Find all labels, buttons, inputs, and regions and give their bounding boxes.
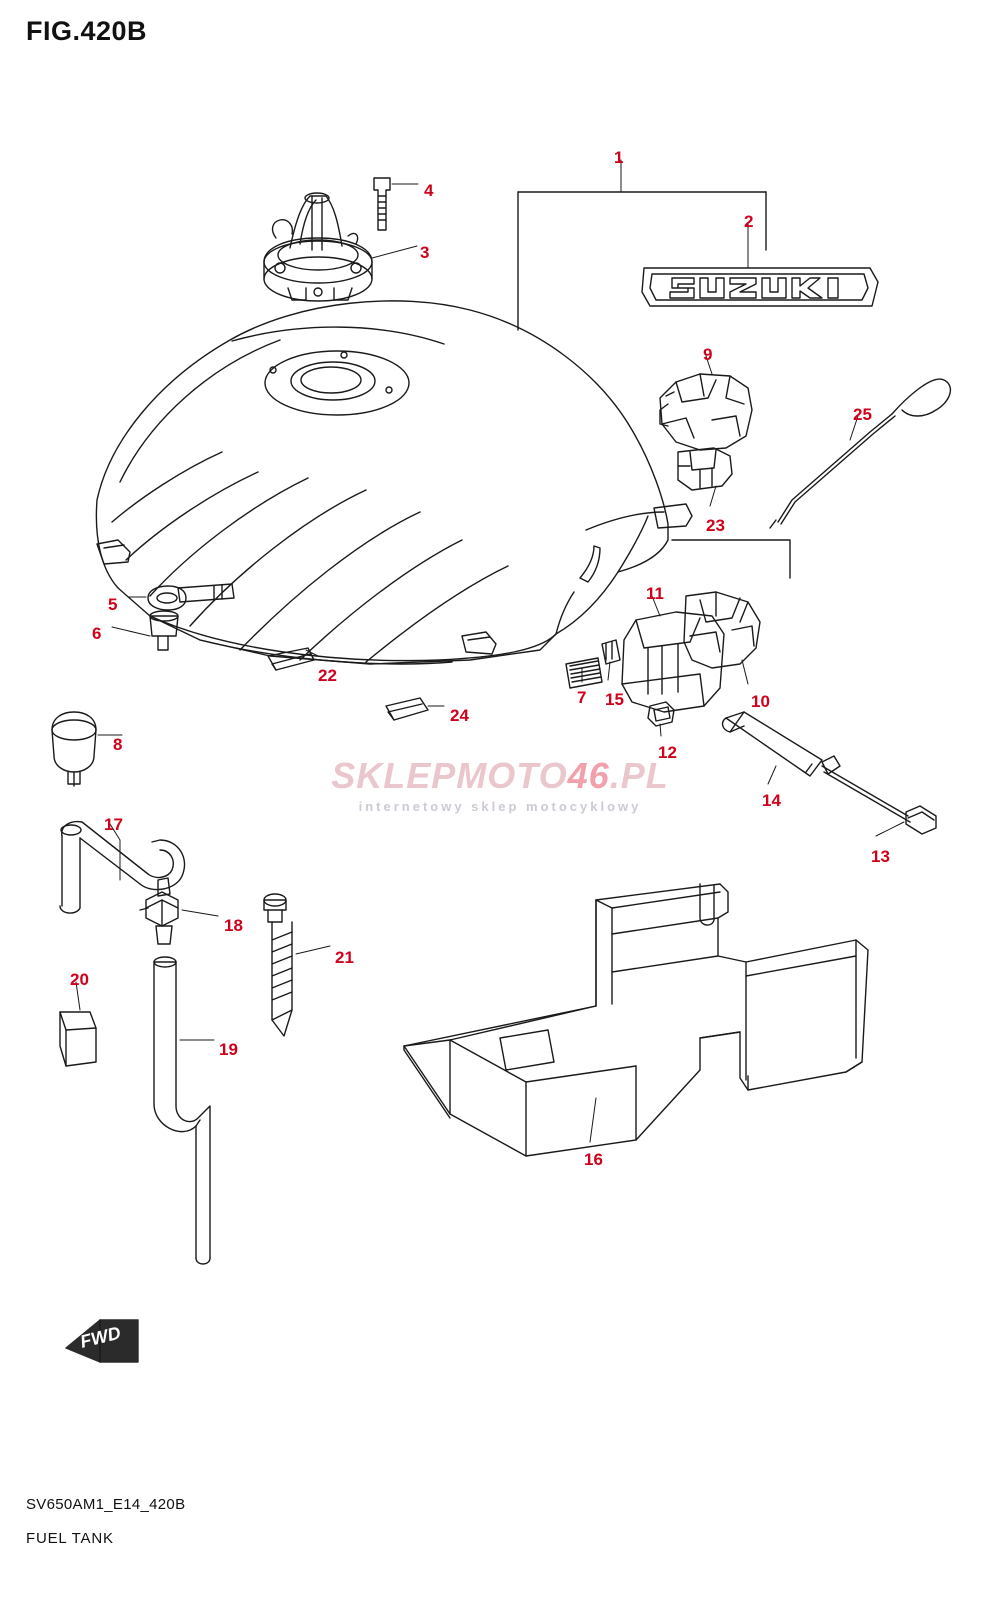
rubber-plug bbox=[52, 712, 96, 786]
callout-25: 25 bbox=[853, 405, 872, 424]
callout-3: 3 bbox=[420, 243, 430, 262]
callout-1: 1 bbox=[614, 148, 624, 167]
fuel-pump-assembly bbox=[264, 178, 390, 301]
callout-20: 20 bbox=[70, 970, 89, 989]
callout-14: 14 bbox=[762, 791, 781, 810]
footer-figure-caption: FUEL TANK bbox=[26, 1530, 114, 1547]
callout-2: 2 bbox=[744, 212, 754, 231]
small-pad bbox=[60, 1012, 96, 1066]
callout-10: 10 bbox=[751, 692, 770, 711]
callout-11: 11 bbox=[646, 584, 664, 603]
watermark-part-2: 46 bbox=[567, 755, 610, 796]
connector-bracket bbox=[660, 374, 752, 490]
footer-model-code: SV650AM1_E14_420B bbox=[26, 1496, 186, 1513]
fwd-badge-label: FWD bbox=[78, 1322, 123, 1352]
callout-13: 13 bbox=[871, 847, 890, 866]
callout-16: 16 bbox=[584, 1150, 603, 1169]
callout-9: 9 bbox=[703, 345, 713, 364]
callout-24: 24 bbox=[450, 706, 469, 725]
callout-4: 4 bbox=[424, 181, 434, 200]
tank-bracket bbox=[404, 884, 868, 1156]
watermark-part-1: SKLEPMOTO bbox=[331, 755, 568, 796]
callout-21: 21 bbox=[335, 948, 354, 967]
fuel-hoses bbox=[60, 822, 292, 1264]
fuel-tank-body bbox=[96, 301, 692, 664]
callout-23: 23 bbox=[706, 516, 725, 535]
suzuki-emblem bbox=[642, 268, 878, 306]
callout-12: 12 bbox=[658, 743, 677, 762]
watermark-part-3: .PL bbox=[609, 755, 669, 796]
callout-15: 15 bbox=[605, 690, 624, 709]
callout-19: 19 bbox=[219, 1040, 238, 1059]
callout-18: 18 bbox=[224, 916, 243, 935]
callout-5: 5 bbox=[108, 595, 118, 614]
callout-17: 17 bbox=[104, 815, 123, 834]
watermark-main-text bbox=[290, 755, 710, 797]
callout-8: 8 bbox=[113, 735, 123, 754]
watermark-subtitle: internetowy sklep motocyklowy bbox=[358, 799, 642, 814]
figure-title: FIG.420B bbox=[26, 16, 148, 46]
watermark bbox=[290, 755, 710, 814]
callout-6: 6 bbox=[92, 624, 102, 643]
callout-22: 22 bbox=[318, 666, 337, 685]
cushion-and-clip bbox=[566, 640, 620, 688]
support-rod bbox=[770, 379, 950, 528]
callout-7: 7 bbox=[577, 688, 587, 707]
